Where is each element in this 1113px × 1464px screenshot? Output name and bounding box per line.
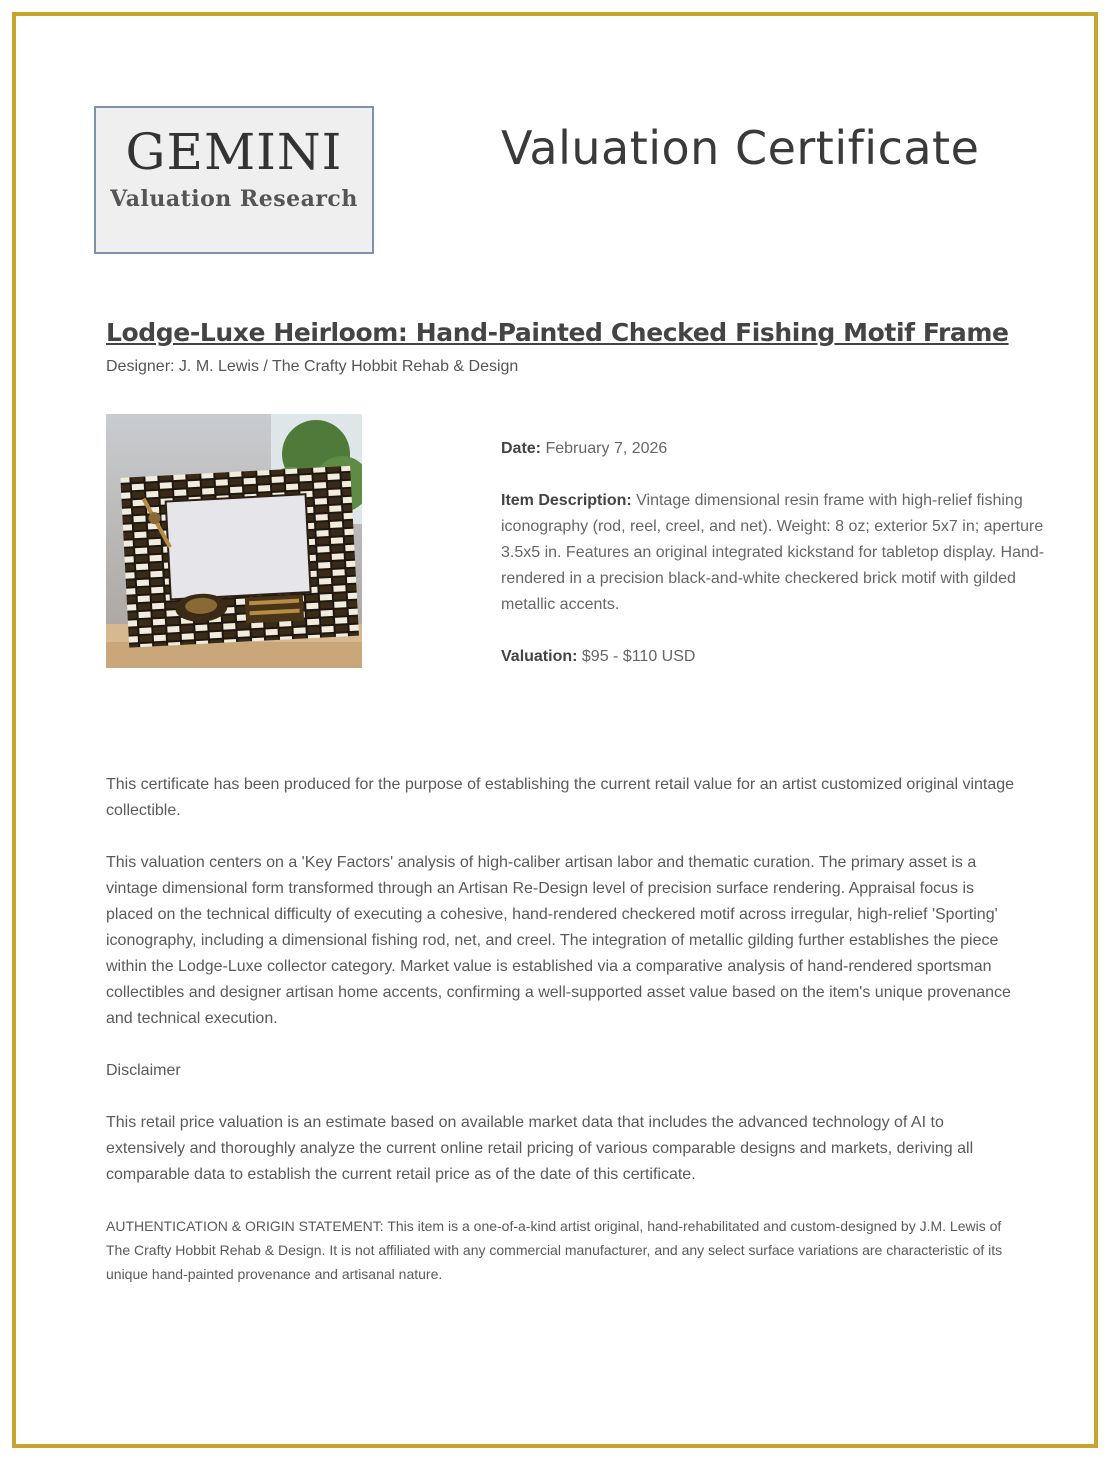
disclaimer-paragraph: This retail price valuation is an estimate based on available market data that includes the advanced technology of AI to extensively and thoroughly analyze the current online retail pricing of various comparable designs and markets, deriving all comparable data to establish the current retail price as of the date of this certificate. bbox=[106, 1114, 974, 1183]
purpose-paragraph: This certificate has been produced for the purpose of establishing the current retail value for an artist customized original vintage collectible. bbox=[106, 776, 1015, 819]
certificate-body bbox=[106, 772, 1016, 1312]
date-value: February 7, 2026 bbox=[545, 440, 668, 457]
item-details bbox=[501, 436, 1066, 696]
valuation-value: $95 - $110 USD bbox=[581, 648, 696, 665]
date-row bbox=[501, 436, 1066, 462]
description-label: Item Description: bbox=[501, 492, 632, 509]
valuation-row bbox=[501, 644, 1066, 670]
certificate-page bbox=[12, 12, 1098, 1448]
photo-graphic bbox=[106, 414, 362, 668]
authentication-statement: AUTHENTICATION & ORIGIN STATEMENT: This item is a one-of-a-kind artist original, hand-rehabilitated and custom-designed by J.M. Lewis of The Crafty Hobbit Rehab & Design. It is not affiliated with any commercial manufacturer, and any select surface variations are characteristic of its unique hand-painted provenance and artisanal nature. bbox=[106, 1218, 1003, 1282]
logo-sub-text: Valuation Research bbox=[110, 186, 358, 212]
description-row bbox=[501, 488, 1066, 618]
date-label: Date: bbox=[501, 440, 542, 457]
valuation-label: Valuation: bbox=[501, 648, 578, 665]
designer-line: Designer: J. M. Lewis / The Crafty Hobbit Rehab & Design bbox=[106, 358, 519, 375]
item-title: Lodge-Luxe Heirloom: Hand-Painted Checked Fishing Motif Frame bbox=[106, 318, 1009, 347]
company-logo bbox=[94, 106, 374, 254]
checkered-frame-photo bbox=[106, 414, 362, 668]
logo-main-text: GEMINI bbox=[125, 123, 343, 181]
certificate-title: Valuation Certificate bbox=[501, 121, 980, 175]
disclaimer-heading: Disclaimer bbox=[106, 1062, 181, 1079]
description-value: Vintage dimensional resin frame with high-relief fishing iconography (rod, reel, creel, and net). Weight: 8 oz; exterior 5x7 in; aperture 3.5x5 in. Features an original integrated kickstand for tabletop display. Hand-rendered in a precision black-and-white checkered brick motif with gilded metallic accents. bbox=[501, 492, 1045, 613]
analysis-paragraph: This valuation centers on a 'Key Factors' analysis of high-caliber artisan labor and thematic curation. The primary asset is a vintage dimensional form transformed through an Artisan Re-Design level of precision surface rendering. Appraisal focus is placed on the technical difficulty of executing a cohesive, hand-rendered checkered motif across irregular, high-relief 'Sporting' iconography, including a dimensional fishing rod, net, and creel. The integration of metallic gilding further establishes the piece within the Lodge-Luxe collector category. Market value is established via a comparative analysis of hand-rendered sportsman collectibles and designer artisan home accents, confirming a well-supported asset value based on the item's unique provenance and technical execution. bbox=[106, 854, 1011, 1027]
